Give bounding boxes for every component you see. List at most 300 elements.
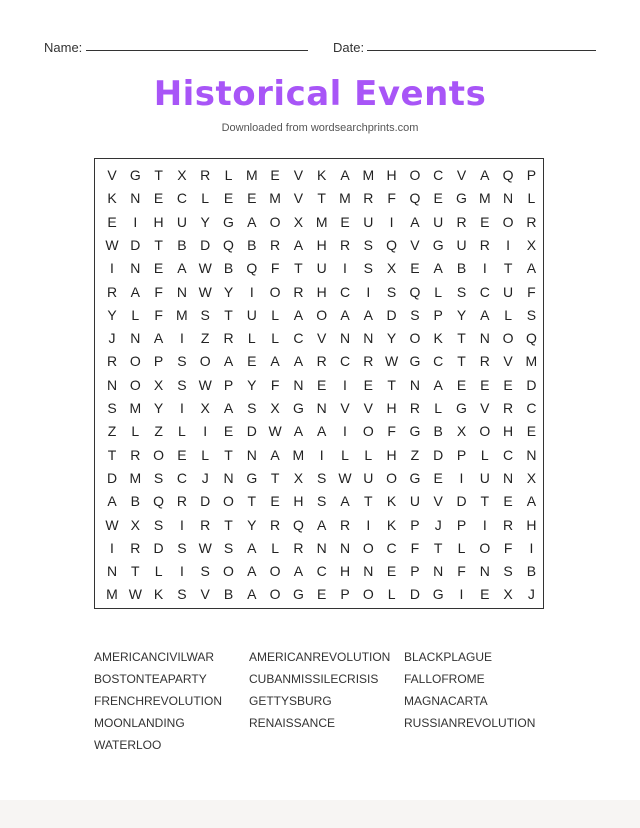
grid-letter: O — [409, 167, 421, 183]
grid-letter: S — [153, 516, 164, 533]
grid-letter: Y — [223, 283, 234, 300]
grid-letter: R — [526, 213, 537, 230]
grid-letter: L — [177, 423, 186, 440]
grid-letter: X — [293, 213, 304, 230]
grid-letter: C — [433, 167, 444, 183]
grid-letter: E — [480, 213, 490, 230]
grid-letter: R — [339, 236, 351, 253]
grid-letter: A — [247, 539, 257, 556]
grid-letter: W — [198, 376, 212, 393]
grid-letter: C — [176, 469, 187, 486]
grid-letter: S — [410, 306, 420, 323]
grid-letter: S — [456, 283, 467, 300]
grid-letter: M — [292, 446, 305, 463]
grid-letter: G — [292, 400, 304, 416]
grid-letter: M — [129, 400, 142, 416]
grid-letter: A — [247, 213, 257, 230]
grid-letter: O — [362, 539, 374, 556]
grid-letter: N — [223, 469, 234, 486]
grid-letter: U — [456, 236, 467, 253]
grid-letter: R — [479, 353, 490, 370]
grid-letter: N — [316, 400, 327, 416]
grid-letter: I — [179, 400, 184, 416]
grid-letter: C — [503, 446, 514, 463]
grid-letter: I — [343, 260, 347, 277]
grid-letter: O — [479, 539, 491, 556]
grid-letter: N — [409, 376, 420, 393]
grid-letter: J — [108, 330, 116, 347]
grid-letter: R — [339, 516, 351, 533]
grid-letter: D — [200, 493, 211, 510]
grid-letter: Y — [107, 306, 117, 323]
word-list-item: CUBANMISSILECRISIS — [249, 672, 379, 686]
grid-letter: N — [479, 330, 490, 347]
grid-letter: L — [131, 306, 140, 323]
name-label: Name: — [44, 40, 83, 55]
grid-letter: L — [247, 330, 256, 347]
grid-letter: G — [432, 236, 444, 253]
grid-letter: A — [107, 493, 117, 510]
grid-letter: I — [179, 516, 184, 533]
grid-letter: A — [480, 306, 490, 323]
grid-letter: H — [316, 283, 327, 300]
grid-letter: C — [433, 353, 444, 370]
grid-letter: S — [363, 236, 373, 253]
page-title: Historical Events — [153, 74, 487, 114]
grid-letter: H — [316, 236, 327, 253]
grid-letter: G — [409, 423, 421, 440]
grid-letter: I — [366, 283, 371, 300]
grid-letter: F — [527, 283, 536, 300]
grid-letter: S — [317, 469, 327, 486]
grid-letter: H — [386, 446, 397, 463]
grid-letter: U — [503, 283, 514, 300]
grid-letter: F — [270, 376, 280, 393]
grid-letter: S — [503, 563, 513, 580]
grid-letter: R — [270, 516, 281, 533]
grid-letter: K — [153, 586, 164, 603]
grid-letter: N — [526, 446, 537, 463]
grid-letter: N — [339, 330, 351, 347]
grid-letter: Q — [409, 283, 421, 300]
grid-letter: C — [386, 539, 397, 556]
grid-letter: M — [106, 586, 118, 603]
grid-letter: I — [459, 469, 464, 486]
grid-letter: S — [177, 539, 187, 556]
word-list-item: BLACKPLAGUE — [404, 650, 493, 664]
grid-letter: S — [200, 306, 210, 323]
grid-letter: E — [480, 376, 490, 393]
grid-letter: K — [386, 493, 397, 510]
grid-letter: O — [269, 213, 281, 230]
grid-letter: Q — [409, 190, 421, 207]
grid-letter: I — [133, 213, 138, 230]
grid-letter: G — [409, 353, 421, 370]
grid-letter: A — [293, 353, 304, 370]
grid-letter: W — [128, 586, 142, 603]
grid-letter: O — [223, 563, 234, 580]
grid-letter: E — [177, 446, 187, 463]
grid-letter: Q — [502, 167, 514, 183]
grid-letter: X — [270, 400, 280, 416]
grid-letter: M — [362, 167, 375, 183]
grid-letter: I — [343, 423, 347, 440]
grid-letter: N — [106, 563, 118, 580]
grid-letter: P — [223, 376, 234, 393]
word-list-item: MAGNACARTA — [404, 694, 488, 708]
grid-letter: S — [200, 563, 210, 580]
grid-letter: N — [130, 190, 141, 207]
grid-letter: L — [271, 539, 279, 556]
grid-letter: D — [409, 586, 420, 603]
grid-letter: I — [506, 236, 511, 253]
grid-letter: F — [457, 563, 466, 580]
grid-letter: N — [363, 563, 374, 580]
word-list-item: FALLOFROME — [404, 672, 485, 686]
grid-letter: T — [247, 493, 257, 510]
grid-letter: O — [153, 446, 165, 463]
grid-letter: A — [480, 167, 490, 183]
grid-letter: O — [362, 423, 374, 440]
grid-letter: H — [293, 493, 304, 510]
grid-letter: N — [363, 330, 374, 347]
grid-letter: O — [269, 586, 281, 603]
grid-letter: U — [246, 306, 257, 323]
grid-letter: X — [200, 400, 210, 416]
grid-letter: E — [503, 493, 513, 510]
grid-letter: O — [269, 563, 281, 580]
grid-letter: C — [339, 283, 351, 300]
grid-letter: Z — [107, 423, 117, 440]
grid-letter: O — [386, 469, 398, 486]
grid-letter: H — [526, 516, 537, 533]
grid-letter: V — [293, 167, 304, 183]
grid-letter: M — [525, 353, 538, 370]
grid-letter: S — [177, 376, 187, 393]
name-line — [86, 50, 308, 51]
grid-letter: F — [410, 539, 420, 556]
grid-letter: A — [526, 260, 537, 277]
grid-letter: E — [270, 493, 280, 510]
grid-letter: D — [246, 423, 257, 440]
grid-letter: I — [459, 586, 464, 603]
grid-letter: F — [503, 539, 513, 556]
grid-letter: X — [456, 423, 467, 440]
grid-letter: A — [433, 376, 443, 393]
word-list-item: MOONLANDING — [94, 716, 185, 730]
grid-letter: Q — [223, 236, 234, 253]
grid-letter: E — [503, 376, 513, 393]
grid-letter: F — [154, 283, 163, 300]
grid-letter: W — [198, 283, 212, 300]
grid-letter: C — [316, 563, 327, 580]
grid-letter: N — [433, 563, 444, 580]
word-list-item: RUSSIANREVOLUTION — [404, 716, 536, 730]
grid-letter: L — [504, 306, 512, 323]
grid-letter: N — [503, 190, 514, 207]
grid-letter: G — [432, 586, 444, 603]
grid-letter: I — [482, 260, 487, 277]
grid-letter: A — [317, 423, 327, 440]
grid-letter: P — [456, 516, 467, 533]
grid-letter: W — [198, 539, 212, 556]
grid-letter: S — [177, 586, 187, 603]
grid-letter: A — [293, 563, 304, 580]
grid-letter: A — [293, 423, 304, 440]
grid-letter: N — [316, 539, 327, 556]
grid-letter: S — [177, 353, 187, 370]
word-list-item: AMERICANCIVILWAR — [94, 650, 215, 664]
grid-letter: R — [409, 400, 420, 416]
grid-letter: I — [179, 330, 184, 347]
grid-letter: E — [480, 586, 490, 603]
grid-letter: W — [268, 423, 282, 440]
grid-letter: N — [503, 469, 514, 486]
grid-letter: R — [503, 400, 514, 416]
grid-letter: U — [176, 213, 187, 230]
grid-letter: B — [526, 563, 537, 580]
grid-letter: R — [106, 283, 118, 300]
grid-letter: R — [316, 353, 327, 370]
grid-letter: B — [456, 260, 467, 277]
grid-letter: E — [433, 469, 443, 486]
grid-letter: B — [130, 493, 140, 510]
grid-letter: A — [363, 306, 373, 323]
grid-letter: A — [270, 446, 280, 463]
grid-letter: M — [269, 190, 281, 207]
grid-letter: O — [269, 283, 281, 300]
grid-letter: W — [338, 469, 352, 486]
grid-letter: W — [198, 260, 212, 277]
grid-letter: V — [363, 400, 373, 416]
grid-letter: H — [386, 167, 397, 183]
grid-letter: V — [107, 167, 117, 183]
date-label: Date: — [333, 40, 365, 55]
grid-letter: I — [529, 539, 534, 556]
grid-letter: S — [526, 306, 537, 323]
grid-letter: I — [179, 563, 184, 580]
grid-letter: I — [389, 213, 394, 230]
grid-letter: Y — [153, 400, 164, 416]
grid-letter: R — [293, 539, 304, 556]
grid-letter: T — [480, 493, 490, 510]
grid-letter: M — [245, 167, 258, 183]
word-list-item: FRENCHREVOLUTION — [94, 694, 223, 708]
grid-letter: O — [409, 330, 421, 347]
grid-letter: X — [386, 260, 397, 277]
grid-letter: U — [409, 493, 420, 510]
grid-letter: E — [270, 167, 280, 183]
grid-letter: G — [129, 167, 141, 183]
grid-letter: M — [129, 469, 142, 486]
grid-letter: T — [107, 446, 117, 463]
grid-letter: O — [129, 376, 141, 393]
grid-letter: T — [503, 260, 513, 277]
grid-letter: G — [456, 400, 467, 416]
grid-letter: X — [526, 469, 537, 486]
grid-letter: S — [363, 260, 373, 277]
grid-letter: N — [246, 446, 257, 463]
grid-letter: P — [410, 516, 420, 533]
grid-letter: R — [223, 330, 234, 347]
grid-letter: B — [433, 423, 443, 440]
grid-letter: W — [384, 353, 399, 370]
grid-letter: N — [176, 283, 187, 300]
grid-letter: T — [364, 493, 373, 510]
grid-letter: N — [130, 260, 141, 277]
grid-letter: E — [456, 376, 467, 393]
grid-letter: K — [386, 516, 397, 533]
grid-letter: Q — [386, 236, 398, 253]
grid-letter: J — [527, 586, 535, 603]
grid-letter: D — [386, 306, 397, 323]
grid-letter: L — [201, 190, 210, 207]
grid-letter: C — [339, 353, 351, 370]
grid-letter: X — [526, 236, 537, 253]
grid-letter: N — [106, 376, 118, 393]
grid-letter: I — [203, 423, 208, 440]
word-list-item: GETTYSBURG — [249, 694, 332, 708]
grid-letter: E — [410, 260, 420, 277]
grid-letter: Y — [247, 516, 257, 533]
grid-letter: T — [270, 469, 280, 486]
grid-letter: N — [479, 563, 490, 580]
grid-letter: D — [130, 236, 141, 253]
grid-letter: Z — [200, 330, 210, 347]
grid-letter: T — [387, 376, 396, 393]
grid-letter: V — [433, 493, 443, 510]
grid-letter: D — [153, 539, 164, 556]
grid-letter: Y — [200, 213, 210, 230]
grid-letter: Y — [456, 306, 467, 323]
grid-letter: R — [176, 493, 187, 510]
grid-letter: L — [154, 563, 163, 580]
grid-letter: P — [410, 563, 420, 580]
grid-letter: A — [293, 306, 304, 323]
grid-letter: D — [433, 446, 444, 463]
grid-letter: O — [129, 353, 141, 370]
grid-letter: C — [479, 283, 490, 300]
grid-letter: A — [247, 586, 257, 603]
grid-letter: H — [339, 563, 351, 580]
grid-letter: O — [223, 493, 234, 510]
grid-letter: W — [105, 236, 119, 253]
grid-letter: V — [410, 236, 420, 253]
grid-letter: Z — [410, 446, 420, 463]
grid-letter: Y — [386, 330, 397, 347]
grid-letter: X — [153, 376, 164, 393]
grid-letter: O — [502, 330, 514, 347]
grid-letter: A — [317, 516, 327, 533]
grid-letter: V — [293, 190, 304, 207]
grid-letter: H — [503, 423, 514, 440]
grid-letter: S — [107, 400, 117, 416]
grid-letter: I — [366, 516, 371, 533]
grid-letter: E — [247, 190, 257, 207]
grid-letter: R — [270, 236, 281, 253]
footer-band — [0, 800, 640, 828]
grid-letter: A — [223, 400, 234, 416]
grid-letter: V — [456, 167, 467, 183]
grid-letter: I — [482, 516, 487, 533]
grid-letter: K — [107, 190, 117, 207]
grid-letter: X — [130, 516, 140, 533]
grid-letter: T — [224, 516, 233, 533]
grid-letter: T — [224, 446, 233, 463]
grid-letter: E — [223, 423, 234, 440]
grid-letter: A — [270, 353, 280, 370]
grid-letter: E — [526, 423, 537, 440]
grid-letter: E — [153, 190, 164, 207]
date-line — [367, 50, 596, 51]
source-subtitle: Downloaded from wordsearchprints.com — [221, 122, 419, 134]
grid-letter: T — [317, 190, 326, 207]
grid-letter: S — [223, 539, 234, 556]
grid-letter: R — [363, 353, 374, 370]
grid-letter: A — [410, 213, 420, 230]
grid-letter: E — [153, 260, 164, 277]
grid-letter: L — [131, 423, 140, 440]
grid-letter: T — [154, 236, 163, 253]
grid-letter: Q — [153, 493, 165, 510]
grid-letter: T — [457, 330, 466, 347]
grid-letter: X — [293, 469, 304, 486]
grid-letter: R — [200, 167, 211, 183]
grid-letter: R — [456, 213, 467, 230]
grid-letter: E — [317, 586, 327, 603]
word-list-item: BOSTONTEAPARTY — [94, 672, 207, 686]
grid-letter: X — [503, 586, 513, 603]
grid-letter: Z — [154, 423, 163, 440]
grid-letter: D — [106, 469, 118, 486]
grid-letter: R — [200, 516, 211, 533]
grid-letter: T — [154, 167, 163, 183]
grid-letter: I — [110, 539, 114, 556]
grid-letter: A — [247, 563, 257, 580]
grid-letter: F — [387, 423, 396, 440]
grid-letter: L — [480, 446, 489, 463]
grid-letter: M — [478, 190, 491, 207]
grid-letter: A — [293, 236, 304, 253]
grid-letter: U — [316, 260, 327, 277]
grid-letter: J — [201, 469, 209, 486]
grid-letter: H — [386, 400, 397, 416]
grid-letter: E — [317, 376, 327, 393]
grid-letter: T — [294, 260, 303, 277]
grid-letter: T — [457, 353, 466, 370]
grid-letter: N — [293, 376, 304, 393]
grid-letter: Y — [247, 376, 257, 393]
grid-letter: Q — [246, 260, 258, 277]
grid-letter: D — [456, 493, 467, 510]
grid-letter: E — [363, 376, 373, 393]
grid-letter: K — [317, 167, 327, 183]
grid-letter: D — [200, 236, 211, 253]
grid-letter: A — [153, 330, 164, 347]
grid-letter: P — [526, 167, 537, 183]
grid-letter: C — [176, 190, 187, 207]
grid-letter: C — [526, 400, 537, 416]
grid-letter: M — [315, 213, 328, 230]
grid-letter: L — [434, 283, 443, 300]
grid-letter: V — [317, 330, 327, 347]
grid-letter: E — [247, 353, 257, 370]
grid-letter: N — [339, 539, 351, 556]
grid-letter: W — [105, 516, 119, 533]
grid-letter: M — [176, 306, 188, 323]
grid-letter: L — [434, 400, 443, 416]
grid-letter: E — [223, 190, 234, 207]
